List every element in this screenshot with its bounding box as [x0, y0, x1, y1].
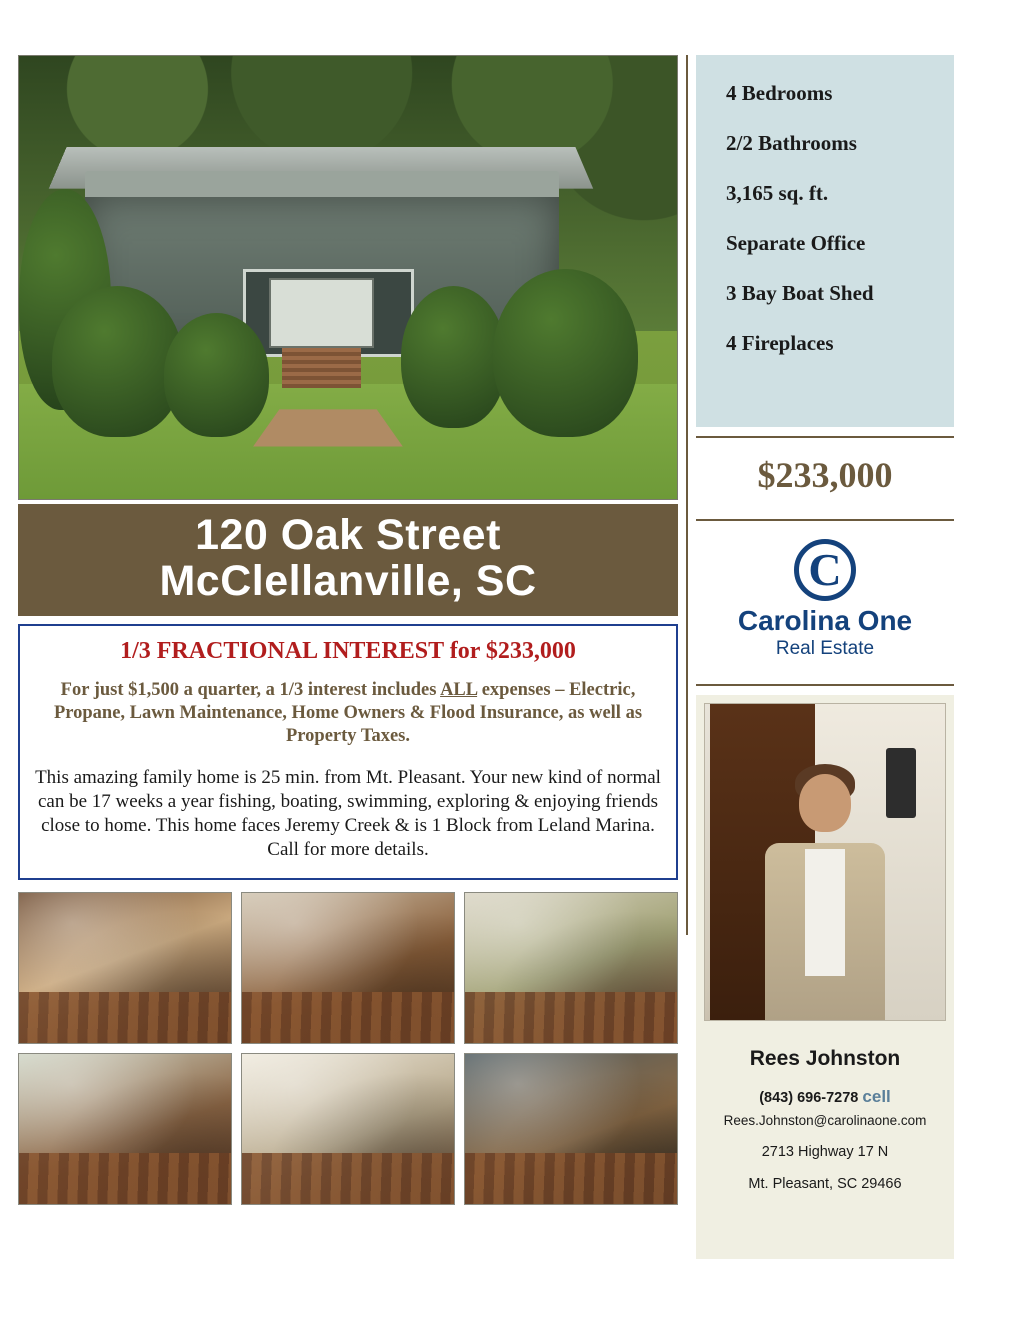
thumbnail-photo	[241, 892, 455, 1044]
thumbnail-photo	[464, 892, 678, 1044]
agent-address-line-2: Mt. Pleasant, SC 29466	[748, 1176, 902, 1192]
agent-email[interactable]: Rees.Johnston@carolinaone.com	[723, 1113, 927, 1128]
address-banner	[18, 504, 678, 616]
hero-shrub	[164, 313, 269, 437]
fact-bedrooms: 4 Bedrooms	[726, 81, 833, 105]
agent-phone	[704, 1087, 946, 1107]
thumbnail-photo	[241, 1053, 455, 1205]
offer-headline: 1/3 FRACTIONAL INTEREST for $233,000	[120, 638, 576, 664]
fact-bathrooms: 2/2 Bathrooms	[726, 131, 857, 155]
agent-address-line-1: 2713 Highway 17 N	[761, 1144, 889, 1160]
hero-property-photo	[18, 55, 678, 500]
fact-fireplaces: 4 Fireplaces	[726, 331, 834, 355]
offer-details	[34, 679, 662, 748]
property-facts-box	[696, 55, 954, 427]
column-divider	[686, 55, 688, 935]
left-column	[18, 55, 678, 1205]
agent-phone-number[interactable]: (843) 696-7278	[759, 1090, 859, 1106]
fact-boat-shed: 3 Bay Boat Shed	[726, 281, 874, 305]
fact-office: Separate Office	[726, 231, 866, 255]
hero-door	[269, 278, 374, 349]
hero-shrub	[52, 286, 184, 437]
hero-shrub	[493, 269, 638, 437]
property-description: This amazing family home is 25 min. from Mt. Pleasant. Your new kind of normal can be 17 weeks a year fishing, boating, swimming, exploring & enjoying friends close to home. This home faces Jeremy Creek & is 1 Block from Leland Marina. Call for more details.	[35, 767, 661, 860]
agent-card	[696, 695, 954, 1259]
brand-name: Carolina One	[737, 605, 913, 636]
address-line-1: 120 Oak Street	[195, 511, 501, 559]
description-box	[18, 624, 678, 880]
thumbnail-photo	[18, 892, 232, 1044]
agent-photo	[704, 703, 946, 1021]
photo-thumbnail-grid	[18, 892, 678, 1205]
agent-phone-type: cell	[862, 1087, 891, 1106]
brand-logo	[696, 521, 954, 675]
divider-below-logo	[696, 684, 954, 686]
fact-square-feet: 3,165 sq. ft.	[726, 181, 829, 205]
thumbnail-photo	[18, 1053, 232, 1205]
offer-details-emphasis: ALL	[440, 680, 478, 700]
price-text: $233,000	[757, 455, 893, 495]
porch-lamp-icon	[886, 748, 916, 818]
agent-name: Rees Johnston	[749, 1047, 901, 1070]
hero-shrub	[401, 286, 506, 428]
brand-tagline: Real Estate	[775, 638, 875, 659]
address-line-2: McClellanville, SC	[159, 557, 537, 605]
right-column	[696, 55, 954, 1259]
offer-details-part2: expenses – Electric, Propane, Lawn Maintenance, Home Owners & Flood Insurance, as well as Property Taxes.	[53, 680, 643, 746]
hero-steps	[282, 348, 361, 388]
offer-details-part1: For just $1,500 a quarter, a 1/3 interest includes	[60, 680, 441, 700]
hero-walkway	[253, 409, 403, 446]
thumbnail-photo	[464, 1053, 678, 1205]
carolina-one-c-icon: C	[794, 539, 856, 601]
